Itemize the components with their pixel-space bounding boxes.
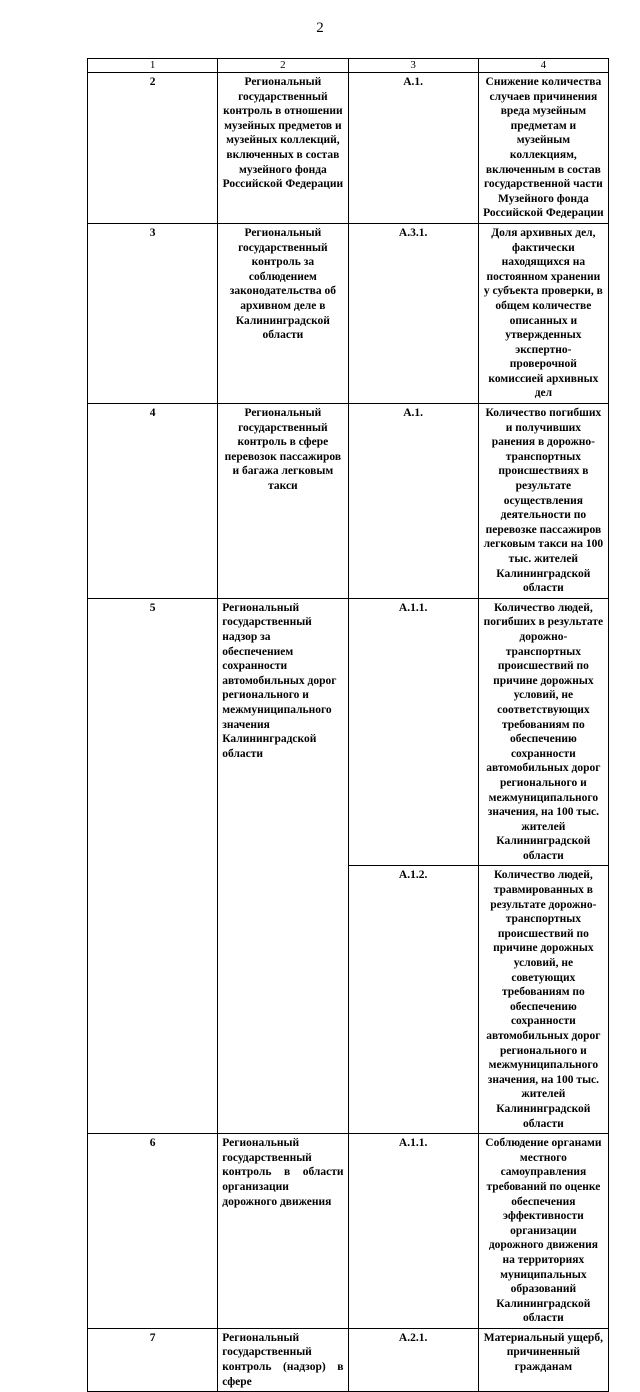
row-number: 7 bbox=[149, 1331, 156, 1344]
table-row bbox=[88, 223, 609, 403]
indicators-table bbox=[87, 58, 609, 1392]
indicator-code: А.1. bbox=[403, 407, 424, 420]
row-number: 6 bbox=[149, 1137, 156, 1150]
indicator-text: Количество людей, погибших в результате дорожно-транспортных происшествий по причине дорожных условий, не соответствующих требованиям по обеспечению сохранности автомобильных дорог регионального и межмуниципального значения, на 100 тыс. жителей Калининградской области bbox=[483, 601, 604, 862]
row-number: 5 bbox=[149, 601, 156, 614]
column-header-2: 2 bbox=[218, 59, 348, 73]
indicator-code: А.1.1. bbox=[398, 1137, 428, 1150]
indicator-code: А.1. bbox=[403, 76, 424, 88]
indicator-code: А.1.2. bbox=[398, 869, 428, 882]
control-type-name: Региональный государственный контроль за соблюдением законодательства об архивном деле в Калининградской области bbox=[229, 226, 337, 342]
indicator-code: А.1.1. bbox=[398, 601, 428, 614]
column-header-1: 1 bbox=[88, 59, 218, 73]
control-type-name: Региональный государственный контроль в отношении музейных предметов и музейных коллекций, включенных в состав музейного фонда Российской Федерации bbox=[222, 76, 344, 191]
table-row bbox=[88, 598, 609, 866]
indicator-text: Снижение количества случаев причинения вреда музейным предметам и музейным коллекциям, включенным в состав государственной части Музейного фонда Российской Федерации bbox=[483, 76, 604, 220]
indicator-code: А.3.1. bbox=[398, 226, 428, 239]
table-row bbox=[88, 404, 609, 599]
indicator-text: Материальный ущерб, причиненный гражданам bbox=[483, 1331, 603, 1374]
indicator-text: Доля архивных дел, фактически находящихся на постоянном хранении у субъекта проверки, в общем количестве описанных и утвержденных экспертно-проверочной комиссией архивных дел bbox=[483, 226, 603, 400]
row-number: 2 bbox=[149, 76, 156, 88]
control-type-name: Региональный государственный контроль в сфере перевозок пассажиров и багажа легковым такси bbox=[224, 407, 342, 493]
control-type-name: Региональный государственный контроль (надзор) в сфере bbox=[222, 1331, 344, 1388]
control-type-name: Региональный государственный надзор за обеспечением сохранности автомобильных дорог регионального и межмуниципального значения Калининградской области bbox=[222, 601, 337, 760]
indicator-text: Количество погибших и получивших ранения в дорожно-транспортных происшествиях в результате осуществления деятельности по перевозке пассажиров легковым такси на 100 тыс. жителей Калининградской области bbox=[483, 407, 604, 595]
column-header-3: 3 bbox=[348, 59, 478, 73]
control-type-name: Региональный государственный контроль в области организации дорожного движения bbox=[222, 1137, 344, 1208]
table-row bbox=[88, 1134, 609, 1329]
page-number: 2 bbox=[316, 20, 324, 36]
table-row bbox=[88, 73, 609, 224]
row-number: 3 bbox=[149, 226, 156, 239]
indicator-code: А.2.1. bbox=[398, 1331, 428, 1344]
indicator-text: Количество людей, травмированных в результате дорожно-транспортных происшествий по причине дорожных условий, не советующих требованиям по обеспечению сохранности автомобильных дорог регионального и межмуниципального значения, на 100 тыс. жителей Калининградской области bbox=[486, 869, 601, 1130]
column-header-4: 4 bbox=[478, 59, 608, 73]
table-row bbox=[88, 1328, 609, 1391]
indicator-text: Соблюдение органами местного самоуправления требований по оценке обеспечения эффективности организации дорожного движения на территориях муниципальных образований Калининградской области bbox=[485, 1137, 602, 1325]
table-header-row bbox=[88, 59, 609, 73]
row-number: 4 bbox=[149, 407, 156, 420]
